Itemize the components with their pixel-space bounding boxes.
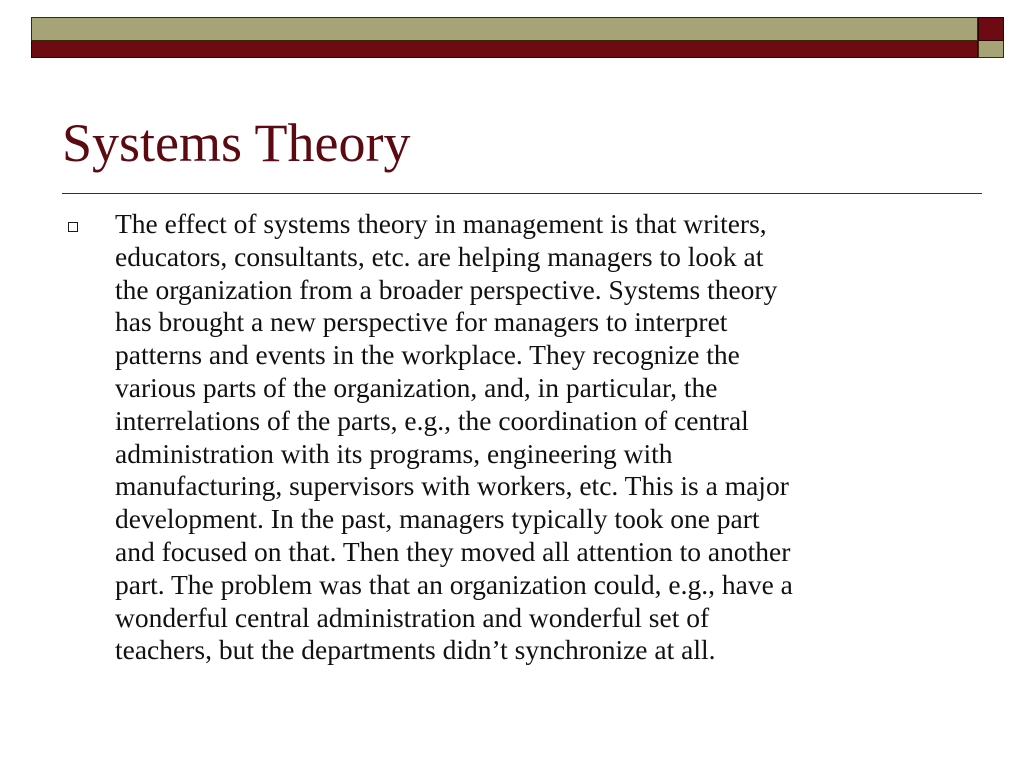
bullet-list — [62, 208, 962, 667]
header-corner-olive-block — [978, 41, 1004, 58]
title-divider — [62, 193, 982, 194]
header-corner-maroon-block — [978, 17, 1004, 41]
bullet-item — [62, 208, 962, 667]
hollow-square-bullet-icon — [68, 222, 78, 232]
header-banner-maroon-bar — [31, 41, 978, 58]
header-banner-olive-bar — [31, 17, 978, 41]
slide-title: Systems Theory — [62, 113, 411, 173]
bullet-text: The effect of systems theory in management is that writers, educators, consultants, etc. are helping managers to look at the organization from a broader perspective. Systems theory has brought a new perspective for managers to interpret patterns and events in the workplace. They recognize the various parts of the organization, and, in particular, the interrelations of the parts, e.g., the coordination of central administration with its programs, engineering with manufacturing, supervisors with workers, etc. This is a major development. In the past, managers typically took one part and focused on that. Then they moved all attention to another part. The problem was that an organization could, e.g., have a wonderful central administration and wonderful set of teachers, but the departments didn’t synchronize at all. — [115, 208, 793, 666]
